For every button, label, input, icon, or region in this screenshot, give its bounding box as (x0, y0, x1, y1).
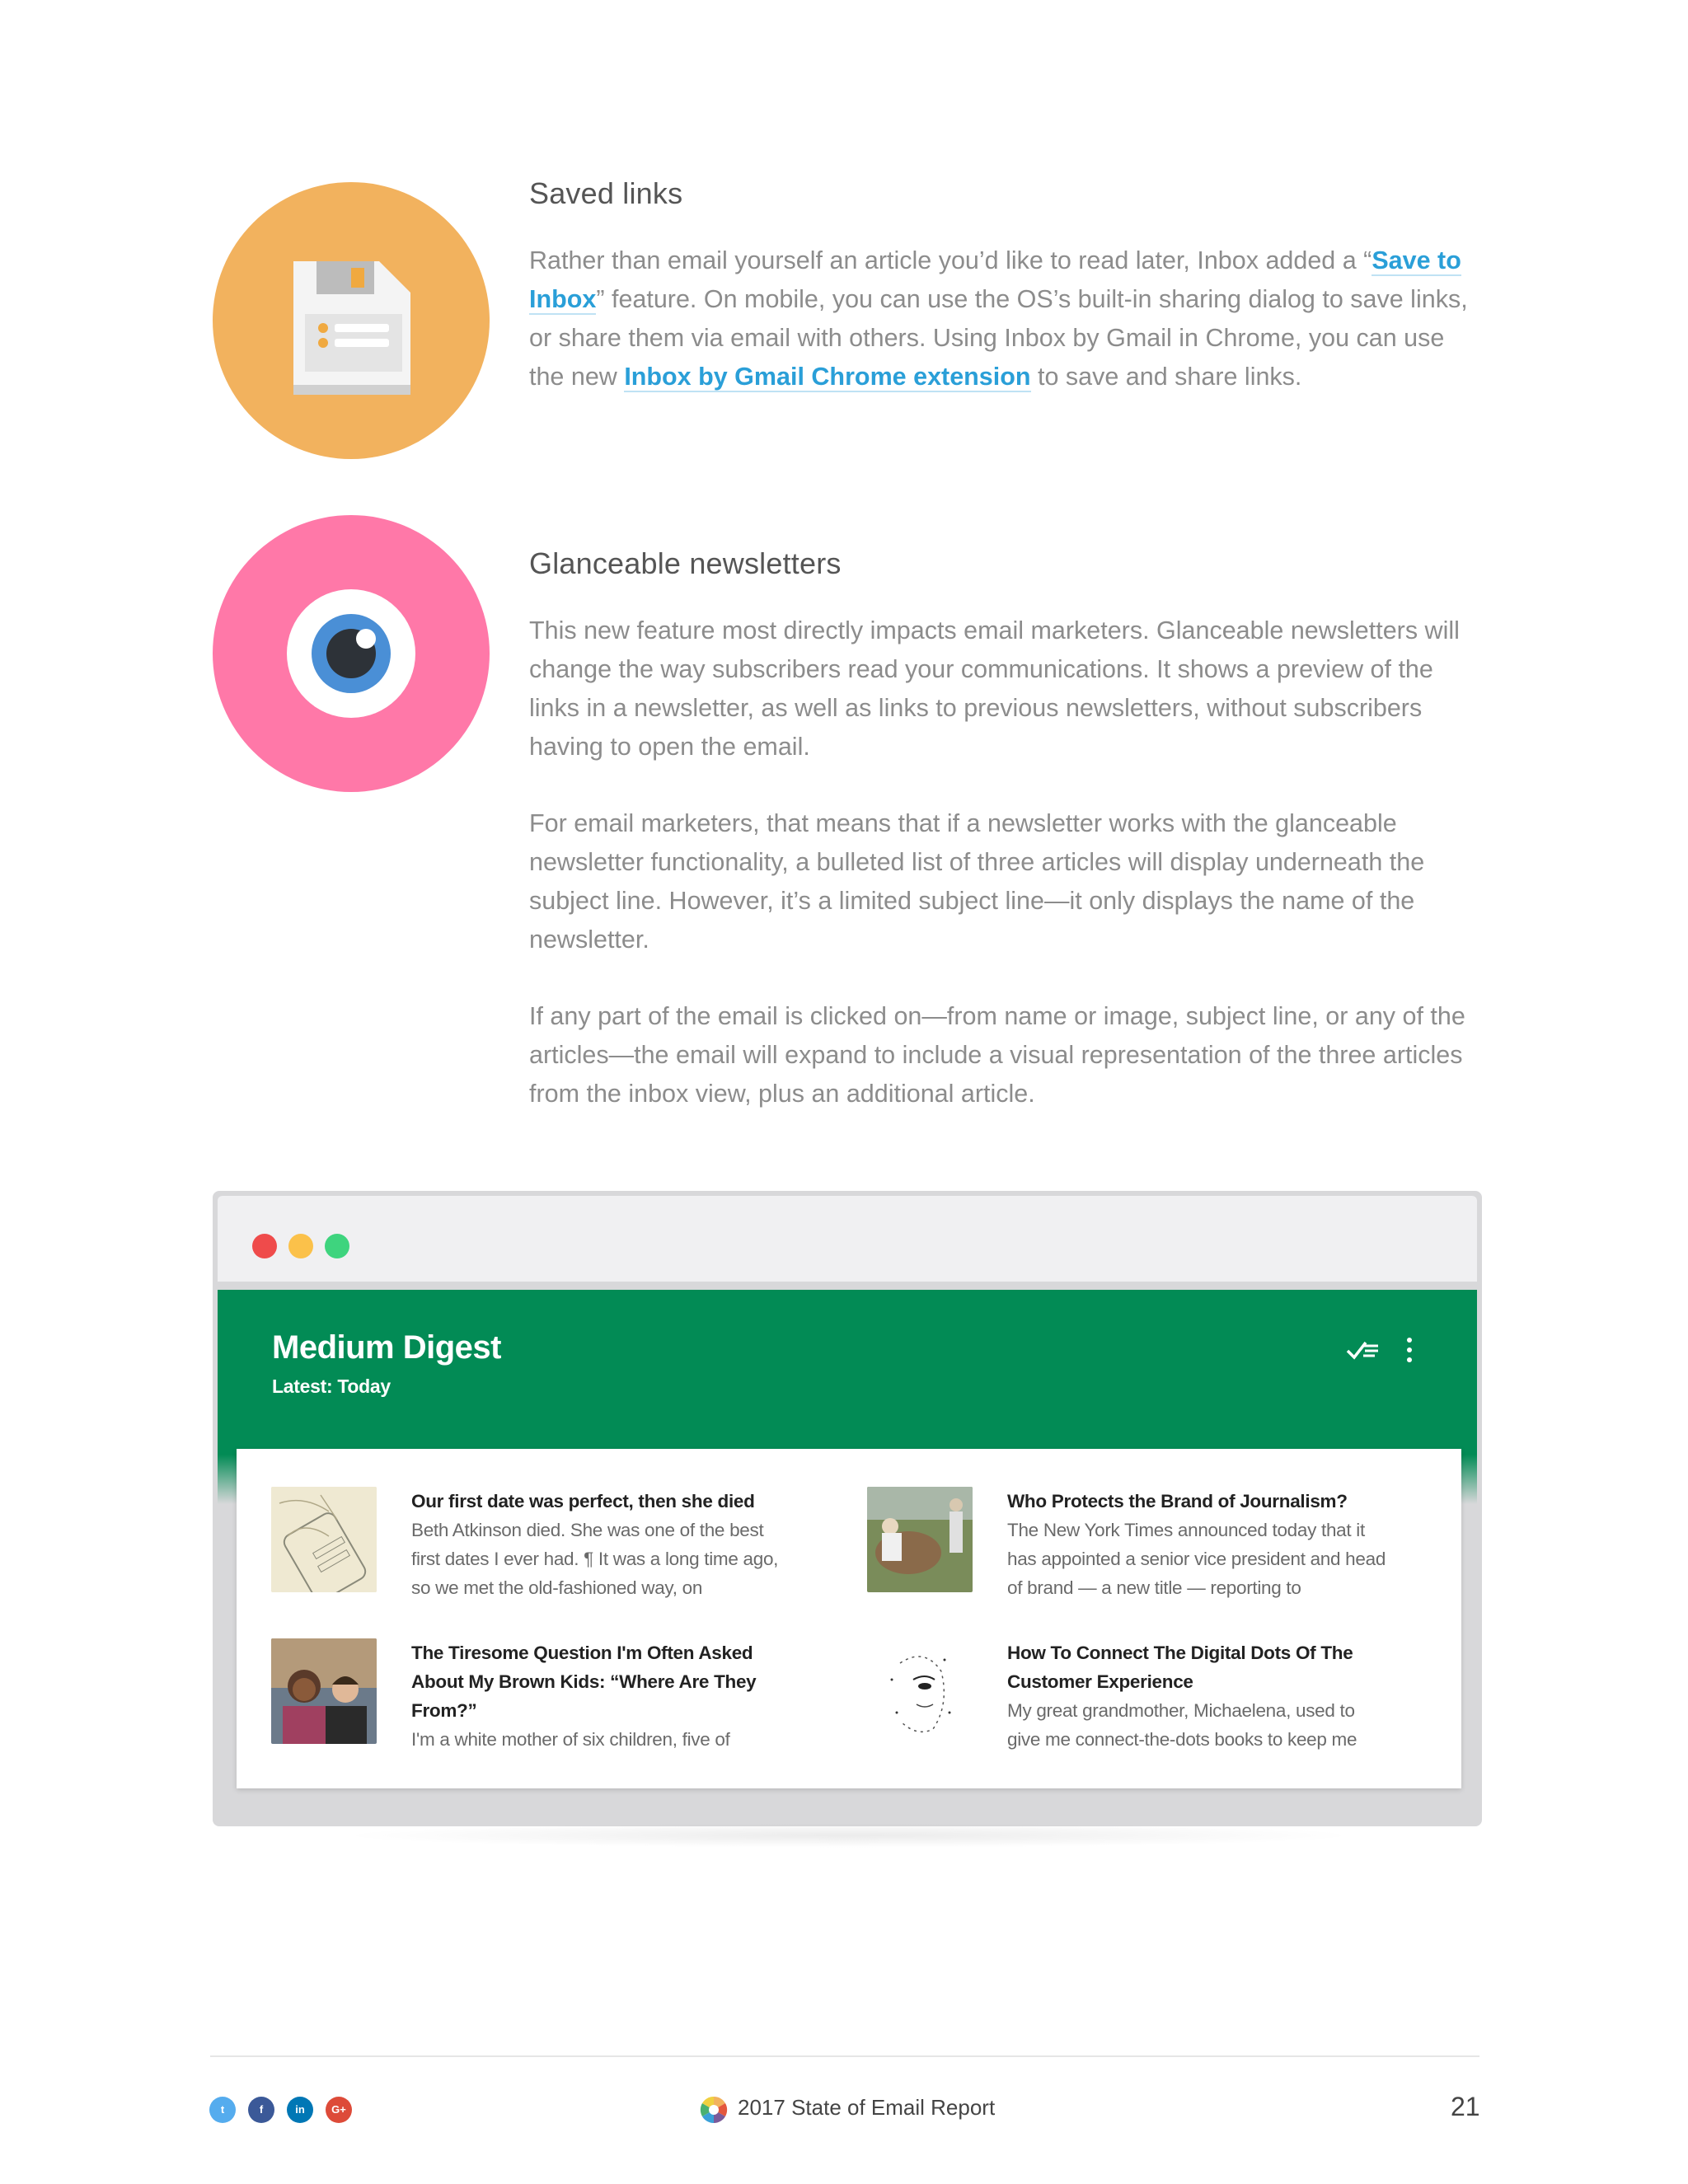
maximize-window-dot[interactable] (325, 1234, 349, 1258)
article-item[interactable] (867, 1487, 1461, 1610)
article-snippet: My great grandmother, Michaelena, used to give me connect-the-dots books to keep me (1007, 1700, 1357, 1750)
eye-icon (213, 515, 490, 792)
article-title: How To Connect The Digital Dots Of The Customer Experience (1007, 1643, 1353, 1692)
google-plus-icon[interactable]: G+ (326, 2097, 352, 2123)
article-item[interactable] (271, 1487, 865, 1610)
article-thumbnail (271, 1487, 377, 1592)
photo-field-image (867, 1487, 973, 1592)
saved-links-circle (213, 182, 490, 459)
article-snippet: Beth Atkinson died. She was one of the best first dates I ever had. ¶ It was a long time ago, so we met the old-fashioned way, on (411, 1520, 779, 1598)
article-thumbnail (271, 1638, 377, 1744)
mark-done-icon[interactable] (1345, 1338, 1381, 1362)
paragraph-text: to save and share links. (1030, 363, 1302, 391)
glanceable-paragraph-1: This new feature most directly impacts email marketers. Glanceable newsletters will change the way subscribers read your communications. It shows a preview of the links in a newsletter, as well as links to previous newsletters, without subscribers having to open the email. (529, 616, 1460, 761)
newsletter-title: Medium Digest (272, 1329, 501, 1366)
articles-card (237, 1449, 1461, 1788)
saved-links-heading: Saved links (529, 176, 683, 210)
browser-shadow (338, 1823, 1360, 1848)
connect-dots-face-image (867, 1638, 973, 1744)
article-thumbnail (867, 1487, 973, 1592)
browser-window (213, 1191, 1482, 1826)
linkedin-icon[interactable]: in (287, 2097, 313, 2123)
article-title: Our first date was perfect, then she died (411, 1491, 755, 1511)
browser-title-bar (218, 1196, 1477, 1282)
newsletter-header (218, 1290, 1477, 1455)
article-text (1007, 1487, 1386, 1602)
newsletter-latest-label: Latest: Today (272, 1376, 391, 1397)
footer-divider (210, 2055, 1479, 2057)
article-snippet: I'm a white mother of six children, five of (411, 1729, 730, 1750)
page-number: 21 (1451, 2092, 1480, 2121)
floppy-disk-icon (213, 182, 490, 459)
close-window-dot[interactable] (252, 1234, 277, 1258)
article-text (411, 1638, 790, 1754)
glanceable-paragraph-2: For email marketers, that means that if a newsletter works with the glanceable newsletter functionality, a bulleted list of three articles will display underneath the subject line. However, it’s a limited subject line—it only displays the name of the newsletter. (529, 809, 1425, 954)
sketch-phone-image (271, 1487, 377, 1592)
article-item[interactable] (271, 1638, 865, 1762)
save-to-inbox-link[interactable]: Save to Inbox (529, 246, 1461, 313)
saved-links-paragraph (529, 241, 1469, 396)
photo-family-image (271, 1638, 377, 1744)
paragraph-text: Rather than email yourself an article you’d like to read later, Inbox added a “ (529, 246, 1372, 274)
article-snippet: The New York Times announced today that it has appointed a senior vice president and head of brand — a new title — reporting to (1007, 1520, 1386, 1598)
paragraph-text: ” feature. On mobile, you can use the OS’s built-in sharing dialog to save links, or share them via email with others. Using Inbox by Gmail in Chrome, you can use the new (529, 285, 1468, 391)
more-options-icon[interactable] (1404, 1336, 1414, 1364)
glanceable-circle (213, 515, 490, 792)
chrome-extension-link[interactable]: Inbox by Gmail Chrome extension (624, 363, 1031, 391)
twitter-icon[interactable]: t (209, 2097, 236, 2123)
glanceable-heading: Glanceable newsletters (529, 546, 842, 580)
article-title: The Tiresome Question I'm Often Asked About My Brown Kids: “Where Are They From?” (411, 1643, 757, 1721)
minimize-window-dot[interactable] (288, 1234, 313, 1258)
article-item[interactable] (867, 1638, 1461, 1762)
report-logo-icon (699, 2095, 729, 2125)
article-title: Who Protects the Brand of Journalism? (1007, 1491, 1348, 1511)
facebook-icon[interactable]: f (248, 2097, 274, 2123)
glanceable-paragraph-3: If any part of the email is clicked on—from name or image, subject line, or any of the articles—the email will expand to include a visual representation of the three articles from the inbox view, plus an additional article. (529, 1002, 1465, 1108)
article-thumbnail (867, 1638, 973, 1744)
report-title: 2017 State of Email Report (738, 2095, 996, 2120)
article-text (1007, 1638, 1386, 1754)
article-text (411, 1487, 790, 1602)
